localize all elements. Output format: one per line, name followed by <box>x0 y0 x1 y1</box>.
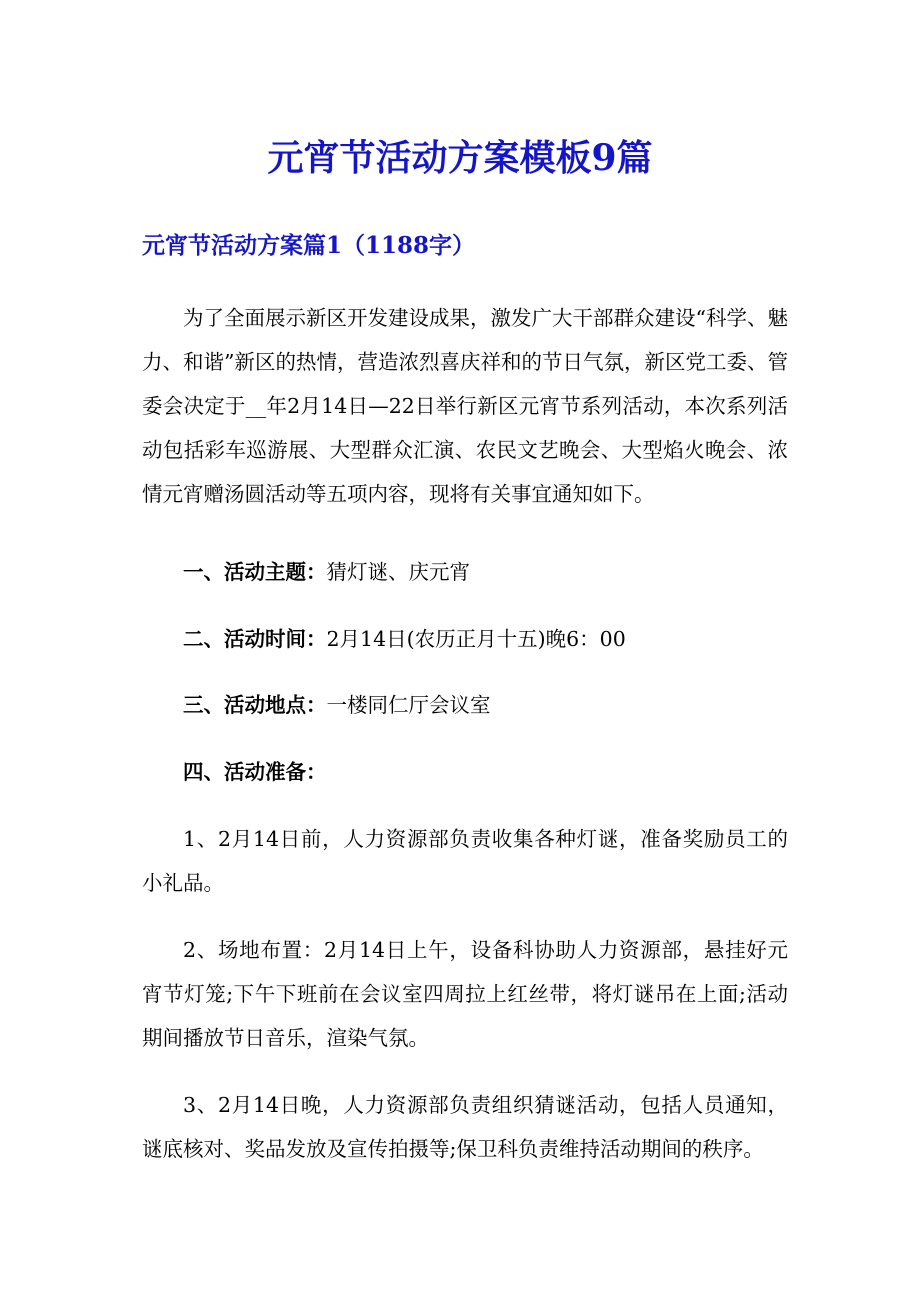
prep-paragraph-2: 2、场地布置：2月14日上午，设备科协助人力资源部，悬挂好元宵节灯笼;下午下班前在会议室四周拉上红丝带，将灯谜吊在上面;活动期间播放节日音乐，渲染气氛。 <box>142 938 788 1050</box>
document-title: 元宵节活动方案模板9篇 <box>267 137 653 179</box>
section-heading: 元宵节活动方案篇1（1188字） <box>142 232 476 259</box>
prep-paragraph-1: 1、2月14日前，人力资源部负责收集各种灯谜，准备奖励员工的小礼品。 <box>142 827 788 895</box>
intro-paragraph: 为了全面展示新区开发建设成果，激发广大干部群众建设“科学、魅力、和谐”新区的热情，营造浓烈喜庆祥和的节日气氛，新区党工委、管委会决定于__年2月14日—22日举行新区元宵节系列活动，本次系列活动包括彩车巡游展、大型群众汇演、农民文艺晚会、大型焰火晚会、浓情元宵赠汤圆活动等五项内容，现将有关事宜通知如下。 <box>142 306 788 506</box>
list-item-location <box>142 683 788 727</box>
item-value: 猜灯谜、庆元宵 <box>326 560 470 584</box>
item-label: 三、活动地点： <box>183 693 327 717</box>
list-item-preparation <box>142 750 788 794</box>
prep-paragraph-3: 3、2月14日晚，人力资源部负责组织猜谜活动，包括人员通知，谜底核对、奖品发放及宣传拍摄等;保卫科负责维持活动期间的秩序。 <box>142 1093 788 1161</box>
item-label: 四、活动准备： <box>183 760 327 784</box>
list-item-time <box>142 617 788 661</box>
item-value: 一楼同仁厅会议室 <box>326 693 491 717</box>
list-item-theme <box>142 550 788 594</box>
item-label: 二、活动时间： <box>183 627 327 651</box>
item-value: 2月14日(农历正月十五)晚6：00 <box>326 627 626 651</box>
item-label: 一、活动主题： <box>183 560 327 584</box>
